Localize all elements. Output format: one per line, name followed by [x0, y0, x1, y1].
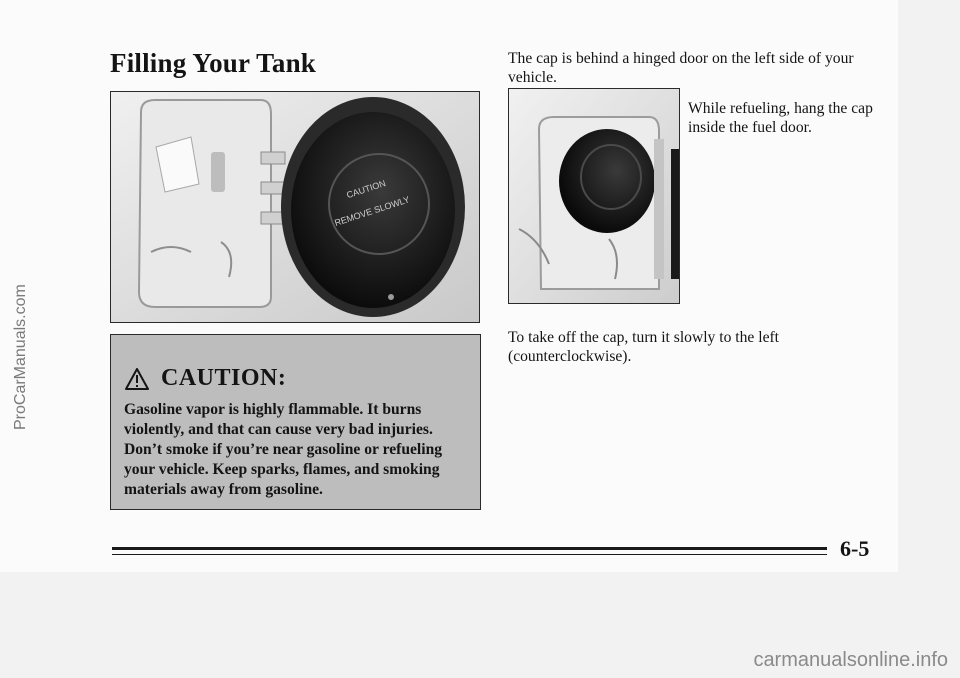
intro-paragraph: The cap is behind a hinged door on the left side of your vehicle.	[508, 50, 854, 86]
cap-hanging-photo	[508, 88, 680, 304]
page-number: 6-5	[840, 536, 870, 561]
cap-label-remove: REMOVE SLOWLY	[333, 194, 411, 229]
caution-header	[125, 365, 286, 392]
side-watermark	[12, 110, 32, 430]
warning-triangle-icon	[125, 368, 149, 390]
caution-box	[110, 334, 481, 510]
page-title: Filling Your Tank	[110, 48, 317, 78]
caution-title: CAUTION:	[161, 365, 287, 391]
cap-label-caution: CAUTION	[345, 178, 387, 201]
footer-rule-thin	[112, 554, 827, 555]
fuel-door-photo	[110, 91, 480, 323]
side-watermark-text: ProCarManuals.com	[12, 284, 29, 430]
caution-body: Gasoline vapor is highly flammable. It burns violently, and that can cause very bad injuries. Don’t smoke if you’re near gasoline or refueling your vehicle. Keep sparks, flames, and smoking materials away from gasoline.	[124, 401, 443, 498]
removal-paragraph: To take off the cap, turn it slowly to the left (counterclockwise).	[508, 329, 780, 365]
footer-rule-thick	[112, 547, 827, 550]
refuel-paragraph: While refueling, hang the cap inside the fuel door.	[688, 100, 873, 136]
bottom-watermark: carmanualsonline.info	[753, 649, 948, 671]
